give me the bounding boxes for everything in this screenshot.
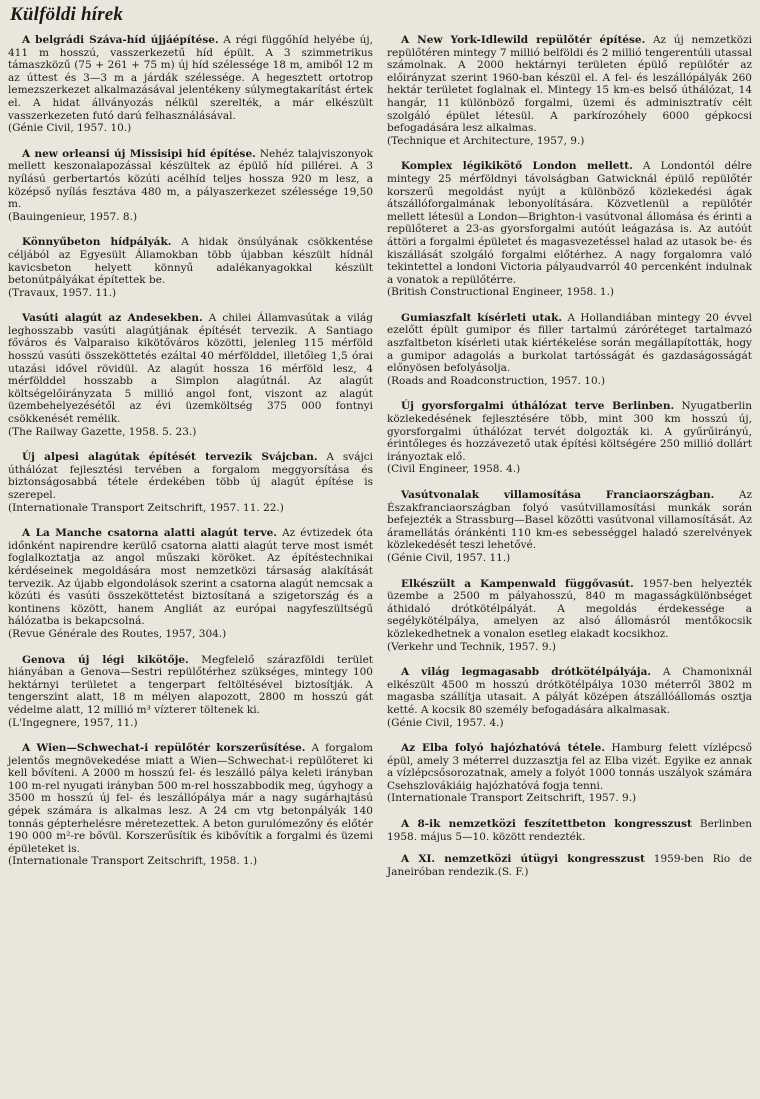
article-source: (Bauingenieur, 1957. 8.): [8, 210, 138, 223]
article-source: (Génie Civil, 1957. 10.): [8, 122, 132, 135]
article-title: Vasúti alagút az Andesekben.: [22, 312, 203, 325]
article-source: (Génie Civil, 1957. 11.): [387, 551, 511, 564]
article-source: (Internationale Transport Zeitschrift, 1957. 11. 22.): [8, 501, 284, 514]
article-text: [8, 742, 373, 855]
article-text: [8, 236, 373, 286]
author-signature: (S. F.): [497, 865, 529, 878]
article-body: Nyugatberlin közlekedésének fejlesztésére több, mint 300 km hosszú új, gyorsforgalmi úthálózat tervét dolgozták ki. A gyűrűirányú, érintőleges és hozzávezető utak építési költségére 250 millió dollárt irányoztak elő.: [387, 400, 752, 463]
article-source: (Internationale Transport Zeitschrift, 1957. 9.): [387, 792, 637, 805]
news-article: [387, 160, 752, 299]
article-text: [387, 400, 752, 463]
article-source: (Verkehr und Technik, 1957. 9.): [387, 640, 556, 653]
news-article: [8, 34, 373, 135]
article-source: (Génie Civil, 1957. 4.): [387, 716, 504, 729]
article-source: (British Constructional Engineer, 1958. 1.): [387, 286, 615, 299]
article-title: A világ legmagasabb drótkötélpályája.: [401, 666, 652, 679]
article-title: A Wien—Schwechat-i repülőtér korszerűsítése.: [22, 742, 306, 755]
article-body: A svájci úthálózat fejlesztési tervében a forgalom meggyorsítása és biztonságosabbá tétele érdekében több új alagút építése is szerepel.: [8, 451, 373, 501]
article-title: Vasútvonalak villamosítása Franciaországban.: [401, 489, 715, 501]
article-title: Új alpesi alagútak építését tervezik Svájcban.: [22, 451, 318, 464]
article-text: [387, 160, 752, 286]
article-body: 1957-ben helyezték üzembe a 2500 m pályahosszú, 840 m magasságkülönbséget áthidaló drótkötélpályát. A megoldás érdekessége a segélykötélpálya, amelyen az alsó állomásról mentőkocsik közlekedhetnek a vonalon esetleg elakadt kocsikhoz.: [387, 577, 752, 640]
article-source: (Internationale Transport Zeitschrift, 1958. 1.): [8, 855, 258, 868]
article-title: A New York-Idlewild repülőtér építése.: [401, 34, 646, 46]
article-title: A new orleansi új Missisipi híd építése.: [22, 147, 256, 160]
news-article: [8, 236, 373, 299]
news-article: [387, 742, 752, 805]
article-text: [8, 34, 373, 122]
article-source: (Revue Générale des Routes, 1957, 304.): [8, 627, 227, 640]
news-article: [387, 578, 752, 654]
article-text: [8, 527, 373, 628]
article-text: [387, 578, 752, 641]
article-title: Könnyűbeton hídpályák.: [22, 236, 172, 249]
article-title: Genova új légi kikötője.: [22, 653, 189, 666]
article-source: (Technique et Architecture, 1957, 9.): [387, 134, 585, 147]
article-text: [8, 312, 373, 425]
short-note-body: 1959-ben Rio de Janeiróban rendezik.: [387, 853, 753, 878]
short-note: [387, 853, 752, 878]
article-body: A forgalom jelentős megnövekedése miatt a Wien—Schwechat-i repülőteret ki kell bővíteni. A 2000 m hosszú fel- és leszálló pálya keleti irányban 100 m-rel nyugati irányban 500 m-rel hosszabbodik meg, úgyhogy a 3500 m hosszú új fel- és leszállópálya már a nagy sugárhajtású gépek számára is alkalmas lesz. A 24 cm vtg betonpályák 140 tonnás gépterhelésre méretezettek. A beton gurulómezőny és előtér 190 000 m²-re bővül. Korszerűsítik és kibővítik a forgalmi és üzemi épületeket is.: [8, 742, 374, 855]
article-title: Az Elba folyó hajózhatóvá tétele.: [401, 742, 605, 755]
article-body: Hamburg felett vízlépcső épül, amely 3 méterrel duzzasztja fel az Elba vizét. Egyike ez annak a vízlépcsősorozatnak, amely a folyót 1000 tonnás uszályok számára Csehszlovákiáig hajózhatóvá fogja tenni.: [387, 742, 752, 792]
article-source: (Travaux, 1957. 11.): [8, 286, 117, 299]
article-body: Az új nemzetközi repülőtéren mintegy 7 millió belföldi és 2 millió tengerentúli utassal számolnak. A 2000 hektárnyi területen épülő repülőtér az előirányzat szerint 1960-ban készül el. A fel- és leszállópályák 260 hektár területet foglalnak el. Mintegy 15 km-es belső úthálózat, 14 hangár, 11 különböző forgalmi, üzemi és adminisztratív célt szolgáló épület létesül. A parkírozóhely 6000 gépkocsi befogadására lesz alkalmas.: [387, 34, 752, 135]
article-body: A chilei Államvasútak a világ leghosszabb vasúti alagútjának építését tervezik. A Santiago főváros és Valparaiso kikötőváros közötti, jelenleg 115 mérföld hosszú vasúti összeköttetés ezáltal 40 mérfölddel, illetőleg 1,5 órai utazási idővel rövidül. Az alagút hossza 16 mérföld lesz, 4 mérfölddel hosszabb a Simplon alagútnál. Az alagút költségelőirányzata 5 millió angol font, viszont az alagút üzembehelyezésétől az évi üzemköltség 375 000 fontnyi csökkenését remélik.: [8, 312, 373, 426]
article-title: A belgrádi Száva-híd újjáépítése.: [22, 34, 219, 46]
news-article: [8, 654, 373, 730]
news-article: [387, 666, 752, 729]
news-article: [8, 742, 373, 868]
page-heading: Külföldi hírek: [10, 4, 124, 25]
news-article: [8, 527, 373, 640]
article-source: (L'Ingegnere, 1957, 11.): [8, 716, 138, 729]
short-note: [387, 818, 752, 843]
article-source: (Roads and Roadconstruction, 1957. 10.): [387, 374, 606, 387]
article-text: [387, 489, 752, 552]
article-title: Új gyorsforgalmi úthálózat terve Berlinben.: [401, 400, 675, 413]
article-text: [8, 654, 373, 717]
article-body: A hidak önsúlyának csökkentése céljából az Egyesült Államokban több újabban készült hídnál kavicsbeton helyett könnyű adalékanyagokkal készült betonútpályákat építettek be.: [8, 236, 373, 287]
article-body: Megfelelő szárazföldi terület hiányában a Genova—Sestri repülőtérhez szükséges, mintegy 100 hektárnyi területet a tengerpart feltöltésével biztosítják. A tengerszint alatt, 18 m mélyen alapozott, 2800 m hosszú gát védelme alatt, 12 millió m³ víztereт töltenek ki.: [8, 653, 374, 716]
article-title: Komplex légikikötő London mellett.: [401, 160, 633, 173]
news-article: [387, 400, 752, 476]
news-article: [8, 148, 373, 224]
article-text: [8, 451, 373, 501]
left-column: [8, 34, 373, 888]
news-article: [8, 312, 373, 438]
article-text: [387, 666, 752, 716]
article-body: Nehéz talajviszonyok mellett keszonalapozással készültek az épülő híd pillérei. A 3 nyílású gerbertartós közúti acélhíd teljes hossza 920 m lesz, a középső nyílás fesztávа 480 m, a pályaszerkezet szélessége 19,50 m.: [8, 147, 374, 211]
news-article: [8, 451, 373, 514]
article-text: [387, 34, 752, 135]
columns: [8, 34, 754, 888]
news-article: [387, 34, 752, 147]
article-text: [8, 148, 373, 211]
article-body: A régi függőhíd helyébe új, 411 m hosszú, vasszerkezetű híd épült. A 3 szimmetrikus támaszközű (75 + 261 + 75 m) új híd szélessége 18 m, amiből 12 m az úttest és 3—3 m a járdák szélessége. A hegesztett ortotrop lemezszerkezet alkalmazásával jelentékeny súlymegtakarítást értek el. A hidat állványozás nélkül szerelték, a már elkészült vasszerkezeten futó darú felhasználásával.: [8, 34, 373, 122]
article-title: Gumiaszfalt kísérleti utak.: [401, 311, 563, 324]
news-article: [387, 312, 752, 388]
article-text: [387, 742, 752, 792]
article-text: [387, 312, 752, 375]
article-body: A Chamonixnál elkészült 4500 m hosszú drótkötélpálya 1030 méterről 3802 m magasba szállítja utasait. A pályát középen átszállóállomás osztja ketté. A kocsik 80 személy befogadására alkalmasak.: [387, 666, 752, 716]
short-note-title: A 8-ik nemzetközi feszítettbeton kongresszust: [401, 818, 692, 831]
article-body: Az évtizedek óta időnként napirendre kerülő csatorna alatti alagút terve most ismét foglalkoztatja az angol műszaki köröket. Az építéstechnikai kérdéseinek megoldására most nemzetközi társaság alakítását tervezik. Az újabb elgondolások szerint a csatorna alagút nemcsak a közúti és vasúti összeköttetést biztosítaná a szigetország és a kontinens között, hanem Angliát az európai nagyfeszültségű hálózatba is bekapcsolná.: [8, 527, 374, 628]
article-source: (The Railway Gazette, 1958. 5. 23.): [8, 425, 197, 438]
news-article: [387, 489, 752, 565]
article-body: Az Északfranciaországban folyó vasútvillamosítási munkák során befejezték a Strassburg—Basel közötti vasútvonal villamosítását. Az áramellátás óránkénti 110 km-es sebességgel haladó szerelvények közlekedését teszi lehetővé.: [387, 489, 752, 552]
article-source: (Civil Engineer, 1958. 4.): [387, 463, 521, 476]
short-note-body: Berlinben 1958. május 5—10. között rendezték.: [387, 818, 752, 843]
short-note-title: A XI. nemzetközi útügyi kongresszust: [401, 853, 645, 866]
article-title: A La Manche csatorna alatti alagút terve.: [22, 527, 277, 540]
article-body: A Hollandiában mintegy 20 évvel ezelőtt épült gumipor és filler tartalmú záróréteget tartalmazó aszfaltbeton kísérleti utak kiértékelése során megállapították, hogy a gumipor adagolás a burkolat tartósságát és gazdaságosságát előnyösen befolyásolja.: [387, 311, 752, 375]
article-body: A Londontól délre mintegy 25 mérföldnyi távolságban Gatwicknál épülő repülőtér korszerű megoldást nyújt a különböző közlekedési ágak átszállóforgalmának lebonyolítására. Közvetlenül a repülőtér mellett létesül a London—Brighton-i vasútvonal állomása és érinti a repülőteret a 23-as gyorsforgalmi autóút leágazása is. Az autóút áttöri a forgalmi épületet és magasvezetéssel halad az utasok be- és kiszállását szolgáló forgalmi előtérhez. A nagy forgalomra való tekintettel a londoni Victoria pályaudvarról 40 percenként indulnak a vonatok a repülőtérre.: [387, 160, 753, 286]
right-column: [387, 34, 752, 888]
article-title: Elkészült a Kampenwald függővasút.: [401, 577, 634, 590]
